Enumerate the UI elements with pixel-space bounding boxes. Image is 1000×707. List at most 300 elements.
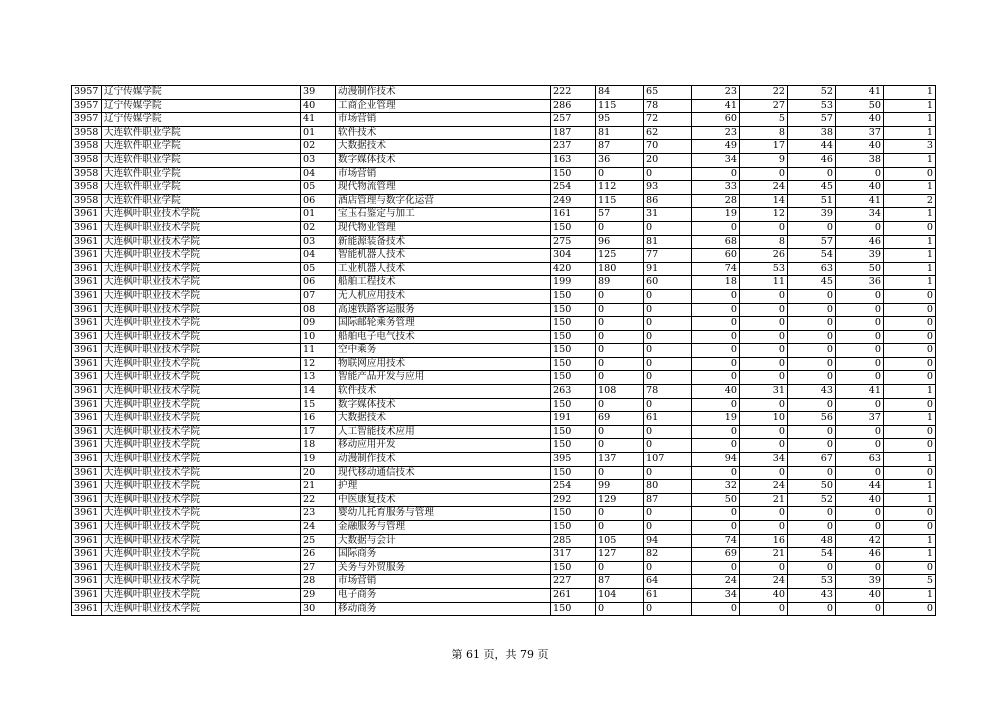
- value-cell-5: 31: [740, 385, 788, 399]
- value-cell-7: 40: [836, 493, 884, 507]
- value-cell-8: 3: [884, 140, 936, 154]
- value-cell-4: 33: [692, 181, 740, 195]
- major-name-cell: 高速铁路客运服务: [336, 303, 551, 317]
- value-cell-6: 45: [788, 276, 836, 290]
- value-cell-4: 0: [692, 303, 740, 317]
- value-cell-2: 81: [596, 126, 644, 140]
- value-cell-4: 74: [692, 534, 740, 548]
- table-row: [72, 412, 936, 426]
- value-cell-6: 0: [788, 344, 836, 358]
- major-code-cell: 18: [301, 439, 336, 453]
- school-name-cell: 大连枫叶职业技术学院: [102, 371, 301, 385]
- score-table: [71, 85, 936, 616]
- value-cell-7: 0: [836, 439, 884, 453]
- value-cell-7: 42: [836, 534, 884, 548]
- school-code-cell: 3961: [72, 602, 102, 616]
- value-cell-8: 1: [884, 588, 936, 602]
- school-code-cell: 3961: [72, 507, 102, 521]
- value-cell-1: 263: [551, 385, 596, 399]
- value-cell-8: 1: [884, 262, 936, 276]
- value-cell-2: 0: [596, 398, 644, 412]
- value-cell-2: 137: [596, 453, 644, 467]
- value-cell-8: 0: [884, 317, 936, 331]
- value-cell-6: 67: [788, 453, 836, 467]
- major-code-cell: 28: [301, 575, 336, 589]
- value-cell-7: 0: [836, 303, 884, 317]
- table-row: [72, 466, 936, 480]
- school-code-cell: 3961: [72, 561, 102, 575]
- value-cell-6: 38: [788, 126, 836, 140]
- value-cell-6: 43: [788, 588, 836, 602]
- school-code-cell: 3961: [72, 303, 102, 317]
- value-cell-1: 150: [551, 521, 596, 535]
- major-name-cell: 婴幼儿托育服务与管理: [336, 507, 551, 521]
- value-cell-5: 8: [740, 126, 788, 140]
- value-cell-8: 1: [884, 385, 936, 399]
- value-cell-5: 21: [740, 493, 788, 507]
- value-cell-3: 70: [644, 140, 692, 154]
- value-cell-8: 1: [884, 480, 936, 494]
- value-cell-2: 0: [596, 439, 644, 453]
- value-cell-5: 27: [740, 99, 788, 113]
- table-row: [72, 126, 936, 140]
- value-cell-4: 0: [692, 521, 740, 535]
- school-code-cell: 3958: [72, 181, 102, 195]
- major-name-cell: 国际商务: [336, 548, 551, 562]
- school-code-cell: 3961: [72, 371, 102, 385]
- value-cell-2: 0: [596, 561, 644, 575]
- major-code-cell: 04: [301, 167, 336, 181]
- school-name-cell: 大连枫叶职业技术学院: [102, 398, 301, 412]
- value-cell-7: 0: [836, 289, 884, 303]
- value-cell-1: 150: [551, 221, 596, 235]
- table-row: [72, 439, 936, 453]
- school-name-cell: 大连枫叶职业技术学院: [102, 208, 301, 222]
- major-name-cell: 酒店管理与数字化运营: [336, 194, 551, 208]
- major-code-cell: 19: [301, 453, 336, 467]
- value-cell-2: 95: [596, 113, 644, 127]
- major-name-cell: 无人机应用技术: [336, 289, 551, 303]
- value-cell-1: 191: [551, 412, 596, 426]
- school-name-cell: 大连枫叶职业技术学院: [102, 466, 301, 480]
- major-code-cell: 30: [301, 602, 336, 616]
- major-name-cell: 市场营销: [336, 167, 551, 181]
- value-cell-6: 52: [788, 493, 836, 507]
- major-name-cell: 人工智能技术应用: [336, 425, 551, 439]
- value-cell-4: 18: [692, 276, 740, 290]
- major-name-cell: 宝玉石鉴定与加工: [336, 208, 551, 222]
- table-row: [72, 235, 936, 249]
- value-cell-4: 0: [692, 330, 740, 344]
- value-cell-4: 69: [692, 548, 740, 562]
- value-cell-1: 150: [551, 303, 596, 317]
- value-cell-6: 0: [788, 507, 836, 521]
- value-cell-4: 19: [692, 208, 740, 222]
- value-cell-7: 50: [836, 262, 884, 276]
- value-cell-6: 46: [788, 153, 836, 167]
- value-cell-4: 34: [692, 588, 740, 602]
- value-cell-5: 0: [740, 425, 788, 439]
- table-row: [72, 194, 936, 208]
- value-cell-2: 112: [596, 181, 644, 195]
- value-cell-3: 0: [644, 167, 692, 181]
- table-row: [72, 208, 936, 222]
- value-cell-3: 64: [644, 575, 692, 589]
- value-cell-1: 150: [551, 507, 596, 521]
- value-cell-2: 69: [596, 412, 644, 426]
- table-row: [72, 371, 936, 385]
- value-cell-8: 0: [884, 344, 936, 358]
- value-cell-3: 78: [644, 99, 692, 113]
- value-cell-3: 31: [644, 208, 692, 222]
- value-cell-1: 420: [551, 262, 596, 276]
- value-cell-3: 0: [644, 466, 692, 480]
- value-cell-6: 0: [788, 439, 836, 453]
- value-cell-3: 94: [644, 534, 692, 548]
- value-cell-8: 0: [884, 167, 936, 181]
- value-cell-5: 0: [740, 602, 788, 616]
- value-cell-6: 56: [788, 412, 836, 426]
- school-code-cell: 3961: [72, 466, 102, 480]
- value-cell-1: 222: [551, 86, 596, 100]
- major-name-cell: 智能产品开发与应用: [336, 371, 551, 385]
- value-cell-7: 0: [836, 371, 884, 385]
- table-row: [72, 276, 936, 290]
- value-cell-1: 199: [551, 276, 596, 290]
- school-name-cell: 辽宁传媒学院: [102, 86, 301, 100]
- major-code-cell: 41: [301, 113, 336, 127]
- major-name-cell: 电子商务: [336, 588, 551, 602]
- major-name-cell: 数字媒体技术: [336, 398, 551, 412]
- value-cell-5: 0: [740, 344, 788, 358]
- value-cell-1: 227: [551, 575, 596, 589]
- value-cell-4: 40: [692, 385, 740, 399]
- value-cell-4: 0: [692, 221, 740, 235]
- value-cell-4: 41: [692, 99, 740, 113]
- school-name-cell: 大连枫叶职业技术学院: [102, 548, 301, 562]
- major-name-cell: 新能源装备技术: [336, 235, 551, 249]
- value-cell-8: 1: [884, 249, 936, 263]
- major-name-cell: 船舶工程技术: [336, 276, 551, 290]
- value-cell-3: 20: [644, 153, 692, 167]
- value-cell-6: 0: [788, 425, 836, 439]
- value-cell-6: 0: [788, 521, 836, 535]
- value-cell-3: 60: [644, 276, 692, 290]
- value-cell-1: 150: [551, 167, 596, 181]
- value-cell-4: 0: [692, 439, 740, 453]
- value-cell-7: 36: [836, 276, 884, 290]
- value-cell-3: 0: [644, 507, 692, 521]
- value-cell-5: 0: [740, 507, 788, 521]
- value-cell-7: 40: [836, 588, 884, 602]
- value-cell-2: 105: [596, 534, 644, 548]
- value-cell-4: 49: [692, 140, 740, 154]
- value-cell-5: 5: [740, 113, 788, 127]
- value-cell-2: 0: [596, 221, 644, 235]
- school-code-cell: 3961: [72, 575, 102, 589]
- table-row: [72, 344, 936, 358]
- major-name-cell: 大数据与会计: [336, 534, 551, 548]
- value-cell-8: 1: [884, 113, 936, 127]
- value-cell-4: 60: [692, 249, 740, 263]
- value-cell-4: 24: [692, 575, 740, 589]
- major-code-cell: 27: [301, 561, 336, 575]
- school-code-cell: 3961: [72, 521, 102, 535]
- major-code-cell: 10: [301, 330, 336, 344]
- value-cell-6: 50: [788, 480, 836, 494]
- school-code-cell: 3961: [72, 249, 102, 263]
- value-cell-3: 78: [644, 385, 692, 399]
- value-cell-8: 1: [884, 453, 936, 467]
- table-body: [72, 86, 936, 616]
- school-name-cell: 大连枫叶职业技术学院: [102, 602, 301, 616]
- value-cell-5: 17: [740, 140, 788, 154]
- value-cell-8: 1: [884, 86, 936, 100]
- school-code-cell: 3961: [72, 425, 102, 439]
- value-cell-3: 0: [644, 317, 692, 331]
- value-cell-3: 0: [644, 439, 692, 453]
- major-code-cell: 25: [301, 534, 336, 548]
- value-cell-5: 24: [740, 181, 788, 195]
- school-name-cell: 大连枫叶职业技术学院: [102, 561, 301, 575]
- major-code-cell: 24: [301, 521, 336, 535]
- value-cell-4: 0: [692, 602, 740, 616]
- major-name-cell: 现代移动通信技术: [336, 466, 551, 480]
- school-code-cell: 3961: [72, 398, 102, 412]
- school-code-cell: 3961: [72, 330, 102, 344]
- table-row: [72, 385, 936, 399]
- school-name-cell: 大连软件职业学院: [102, 181, 301, 195]
- major-name-cell: 移动应用开发: [336, 439, 551, 453]
- value-cell-3: 82: [644, 548, 692, 562]
- value-cell-4: 50: [692, 493, 740, 507]
- value-cell-6: 0: [788, 466, 836, 480]
- value-cell-5: 53: [740, 262, 788, 276]
- major-name-cell: 大数据技术: [336, 412, 551, 426]
- school-name-cell: 大连软件职业学院: [102, 167, 301, 181]
- major-name-cell: 现代物流管理: [336, 181, 551, 195]
- value-cell-3: 0: [644, 344, 692, 358]
- value-cell-6: 0: [788, 303, 836, 317]
- school-code-cell: 3961: [72, 235, 102, 249]
- value-cell-2: 0: [596, 167, 644, 181]
- table-row: [72, 86, 936, 100]
- major-code-cell: 17: [301, 425, 336, 439]
- value-cell-2: 129: [596, 493, 644, 507]
- value-cell-7: 46: [836, 548, 884, 562]
- value-cell-1: 150: [551, 439, 596, 453]
- value-cell-6: 48: [788, 534, 836, 548]
- value-cell-8: 0: [884, 521, 936, 535]
- table-row: [72, 330, 936, 344]
- value-cell-2: 125: [596, 249, 644, 263]
- school-name-cell: 大连枫叶职业技术学院: [102, 262, 301, 276]
- major-code-cell: 14: [301, 385, 336, 399]
- school-code-cell: 3961: [72, 453, 102, 467]
- table-row: [72, 140, 936, 154]
- table-row: [72, 548, 936, 562]
- major-code-cell: 05: [301, 262, 336, 276]
- school-name-cell: 辽宁传媒学院: [102, 113, 301, 127]
- value-cell-2: 0: [596, 425, 644, 439]
- school-name-cell: 大连枫叶职业技术学院: [102, 493, 301, 507]
- value-cell-7: 38: [836, 153, 884, 167]
- value-cell-8: 0: [884, 289, 936, 303]
- value-cell-7: 0: [836, 602, 884, 616]
- major-code-cell: 04: [301, 249, 336, 263]
- value-cell-1: 395: [551, 453, 596, 467]
- value-cell-7: 41: [836, 194, 884, 208]
- value-cell-6: 54: [788, 548, 836, 562]
- value-cell-2: 0: [596, 330, 644, 344]
- table-row: [72, 561, 936, 575]
- table-row: [72, 425, 936, 439]
- major-code-cell: 06: [301, 276, 336, 290]
- value-cell-1: 150: [551, 289, 596, 303]
- value-cell-2: 104: [596, 588, 644, 602]
- major-code-cell: 01: [301, 126, 336, 140]
- value-cell-5: 0: [740, 561, 788, 575]
- table-row: [72, 588, 936, 602]
- value-cell-2: 0: [596, 521, 644, 535]
- value-cell-6: 63: [788, 262, 836, 276]
- value-cell-2: 0: [596, 466, 644, 480]
- value-cell-6: 39: [788, 208, 836, 222]
- value-cell-5: 0: [740, 317, 788, 331]
- value-cell-3: 0: [644, 521, 692, 535]
- value-cell-1: 150: [551, 317, 596, 331]
- value-cell-3: 72: [644, 113, 692, 127]
- value-cell-8: 1: [884, 548, 936, 562]
- table-row: [72, 453, 936, 467]
- major-code-cell: 03: [301, 153, 336, 167]
- value-cell-5: 26: [740, 249, 788, 263]
- school-name-cell: 大连枫叶职业技术学院: [102, 588, 301, 602]
- value-cell-3: 0: [644, 561, 692, 575]
- value-cell-7: 0: [836, 561, 884, 575]
- value-cell-1: 317: [551, 548, 596, 562]
- value-cell-1: 286: [551, 99, 596, 113]
- value-cell-3: 107: [644, 453, 692, 467]
- value-cell-2: 57: [596, 208, 644, 222]
- school-code-cell: 3961: [72, 221, 102, 235]
- value-cell-5: 0: [740, 289, 788, 303]
- major-code-cell: 03: [301, 235, 336, 249]
- value-cell-5: 0: [740, 439, 788, 453]
- value-cell-2: 99: [596, 480, 644, 494]
- value-cell-2: 115: [596, 194, 644, 208]
- value-cell-8: 0: [884, 425, 936, 439]
- table-row: [72, 113, 936, 127]
- value-cell-2: 127: [596, 548, 644, 562]
- value-cell-5: 24: [740, 480, 788, 494]
- major-code-cell: 20: [301, 466, 336, 480]
- value-cell-8: 1: [884, 235, 936, 249]
- major-code-cell: 26: [301, 548, 336, 562]
- value-cell-7: 41: [836, 86, 884, 100]
- major-code-cell: 08: [301, 303, 336, 317]
- value-cell-7: 0: [836, 521, 884, 535]
- table-row: [72, 507, 936, 521]
- major-name-cell: 市场营销: [336, 575, 551, 589]
- value-cell-3: 0: [644, 357, 692, 371]
- value-cell-1: 150: [551, 357, 596, 371]
- value-cell-6: 0: [788, 561, 836, 575]
- value-cell-5: 9: [740, 153, 788, 167]
- value-cell-3: 87: [644, 493, 692, 507]
- major-code-cell: 01: [301, 208, 336, 222]
- value-cell-8: 1: [884, 412, 936, 426]
- value-cell-7: 40: [836, 113, 884, 127]
- school-name-cell: 大连软件职业学院: [102, 194, 301, 208]
- value-cell-1: 275: [551, 235, 596, 249]
- major-name-cell: 软件技术: [336, 385, 551, 399]
- school-code-cell: 3961: [72, 262, 102, 276]
- school-name-cell: 大连软件职业学院: [102, 153, 301, 167]
- value-cell-4: 0: [692, 344, 740, 358]
- table-row: [72, 221, 936, 235]
- value-cell-4: 32: [692, 480, 740, 494]
- value-cell-3: 81: [644, 235, 692, 249]
- value-cell-2: 36: [596, 153, 644, 167]
- table-row: [72, 249, 936, 263]
- value-cell-7: 0: [836, 466, 884, 480]
- school-code-cell: 3961: [72, 385, 102, 399]
- major-name-cell: 中医康复技术: [336, 493, 551, 507]
- school-code-cell: 3958: [72, 167, 102, 181]
- value-cell-1: 187: [551, 126, 596, 140]
- table-row: [72, 521, 936, 535]
- value-cell-3: 0: [644, 371, 692, 385]
- value-cell-5: 0: [740, 221, 788, 235]
- major-code-cell: 06: [301, 194, 336, 208]
- value-cell-8: 1: [884, 276, 936, 290]
- value-cell-3: 93: [644, 181, 692, 195]
- value-cell-8: 1: [884, 181, 936, 195]
- value-cell-1: 150: [551, 330, 596, 344]
- value-cell-5: 0: [740, 330, 788, 344]
- value-cell-5: 0: [740, 371, 788, 385]
- value-cell-2: 0: [596, 507, 644, 521]
- value-cell-8: 1: [884, 534, 936, 548]
- school-name-cell: 辽宁传媒学院: [102, 99, 301, 113]
- major-code-cell: 02: [301, 221, 336, 235]
- value-cell-2: 108: [596, 385, 644, 399]
- value-cell-2: 96: [596, 235, 644, 249]
- school-code-cell: 3961: [72, 412, 102, 426]
- value-cell-4: 0: [692, 357, 740, 371]
- school-name-cell: 大连枫叶职业技术学院: [102, 357, 301, 371]
- value-cell-4: 23: [692, 126, 740, 140]
- school-code-cell: 3961: [72, 317, 102, 331]
- value-cell-7: 0: [836, 317, 884, 331]
- value-cell-2: 0: [596, 344, 644, 358]
- table-row: [72, 534, 936, 548]
- value-cell-5: 34: [740, 453, 788, 467]
- value-cell-4: 74: [692, 262, 740, 276]
- value-cell-3: 86: [644, 194, 692, 208]
- school-code-cell: 3957: [72, 99, 102, 113]
- value-cell-4: 34: [692, 153, 740, 167]
- value-cell-8: 0: [884, 398, 936, 412]
- value-cell-1: 237: [551, 140, 596, 154]
- major-name-cell: 市场营销: [336, 113, 551, 127]
- school-name-cell: 大连枫叶职业技术学院: [102, 303, 301, 317]
- value-cell-3: 0: [644, 289, 692, 303]
- value-cell-3: 77: [644, 249, 692, 263]
- value-cell-6: 0: [788, 167, 836, 181]
- value-cell-6: 0: [788, 221, 836, 235]
